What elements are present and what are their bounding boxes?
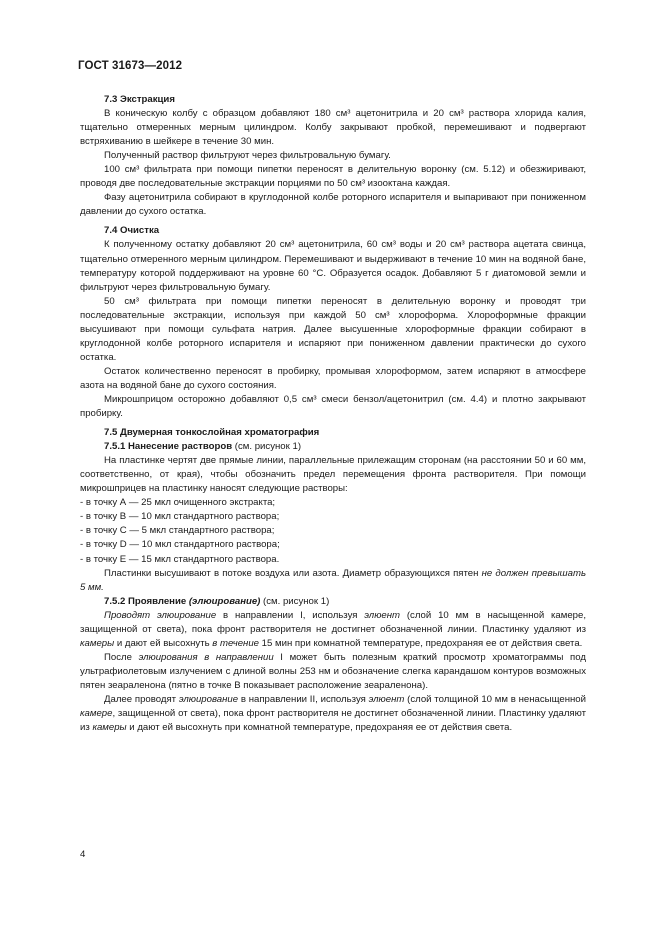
section-7-3-paragraph: В коническую колбу с образцом добавляют 180 см³ ацетонитрила и 20 см³ раствора хлорида калия, тщательно отмеренных мерным цилиндром. Колбу закрывают пробкой, перемешивают и подвергают встряхиванию в шейкере в течение 30 мин. (80, 108, 586, 148)
section-7-4-title: 7.4 Очистка (104, 225, 160, 237)
list-item: - в точку Е — 15 мкл стандартного раствора. (80, 553, 280, 565)
emphasis-text: камере (80, 708, 113, 720)
section-7-3-paragraph: Фазу ацетонитрила собирают в круглодонной колбе роторного испарителя и выпаривают при пониженном давлении до сухого остатка. (80, 192, 586, 218)
text-run: , защищенной от света), пока фронт растворителя не достигнет обозначенной линии. Пластинку удаляют из (80, 708, 586, 734)
emphasis-text: элюент (364, 609, 401, 621)
section-7-5-1-title: 7.5.1 Нанесение растворов (104, 441, 233, 453)
page-number: 4 (80, 849, 86, 860)
section-7-5-2-paragraph (80, 693, 586, 735)
section-7-5-2-title-emphasis: (элюирование) (188, 595, 261, 607)
emphasis-text: элюирования в направлении (138, 651, 274, 663)
document-body (80, 93, 586, 735)
section-7-5-2-title: 7.5.2 Проявление (104, 595, 189, 607)
section-7-4-paragraph: Микрошприцом осторожно добавляют 0,5 см³ смеси бензол/ацетонитрил (см. 4.4) и плотно закрывают пробирку. (80, 393, 586, 420)
list-item: - в точку В — 10 мкл стандартного раствора; (80, 511, 280, 523)
emphasis-text: Проводят элюирование (104, 609, 217, 621)
emphasis-text: камеры (92, 722, 127, 734)
text-run: и дают ей высохнуть (114, 637, 213, 649)
text-run: (слой 10 мм в насыщенной камере, защищенной от света), пока фронт растворителя не достигнет обозначенной линии. Пластинку удаляют из (80, 609, 587, 635)
list-item: - в точку С — 5 мкл стандартного раствора; (80, 525, 275, 537)
emphasis-text: в течение (212, 637, 260, 649)
section-7-3-paragraph: Полученный раствор фильтруют через фильтровальную бумагу. (104, 150, 391, 162)
list-item: - в точку D — 10 мкл стандартного раствора; (80, 539, 280, 551)
text-run: Пластинки высушивают в потоке воздуха или азота. Диаметр образующихся пятен (104, 567, 482, 579)
text-run: 15 мин при комнатной температуре, предохраняя ее от действия света. (259, 637, 583, 649)
section-7-5-2-paragraph (80, 609, 586, 651)
list-item: - в точку А — 25 мкл очищенного экстракта; (80, 497, 276, 509)
section-7-4-paragraph: Остаток количественно переносят в пробирку, промывая хлороформом, затем испаряют в атмосфере азота на водяной бане до сухого состояния. (80, 365, 586, 391)
text-run: I может быть полезным краткий просмотр хроматограммы под ультрафиолетовым излучением с длиной волны 253 нм и обозначение слегка карандашом контуров возможных пятен зеараленона (пятно в точке В показывает расположение зеараленона). (80, 651, 586, 691)
emphasis-text: не должен превышать 5 мм. (80, 567, 586, 593)
text-run: (слой толщиной 10 мм в ненасыщенной (404, 693, 586, 705)
section-7-5-2-heading (80, 595, 586, 609)
figure-reference: (см. рисунок 1) (260, 595, 330, 607)
emphasis-text: элюент (368, 693, 405, 705)
text-run: в направлении II, используя (238, 693, 369, 705)
section-7-4-paragraph: К полученному остатку добавляют 20 см³ ацетонитрила, 60 см³ воды и 20 см³ раствора ацетата свинца, тщательно отмеренного мерным цилиндром. Перемешивают и выдерживают в течение 10 мин на водяной бане, температуру которой поддерживают на уровне 60 °С. Образуется осадок. Добавляют 5 г диатомовой земли и фильтруют через фильтровальную бумагу. (80, 239, 586, 293)
text-run: и дают ей высохнуть при комнатной температуре, предохраняя ее от действия света. (126, 722, 513, 734)
section-7-5-2-paragraph (80, 651, 586, 693)
text-run: Далее проводят (104, 693, 179, 705)
text-run: После (104, 651, 139, 663)
emphasis-text: камеры (80, 637, 115, 649)
section-7-5-1-paragraph: На пластинке чертят две прямые линии, параллельные прилежащим сторонам (на расстоянии 50 и 60 мм, соответственно, от края), чтобы обозначить предел перемещения фронта растворителя. При помощи микрошприцев на пластинку наносят следующие растворы: (80, 455, 586, 495)
section-7-5-1-paragraph (80, 567, 586, 595)
section-7-4-paragraph: 50 см³ фильтрата при помощи пипетки переносят в делительную воронку и проводят три последовательные экстракции, используя при каждой 50 см³ хлороформа. Хлороформные фракции высушивают при помощи сульфата натрия. Далее высушенные хлороформные фракции собирают в круглодонной колбе роторного испарителя и испаряют при пониженном давлении практически до сухого остатка. (80, 295, 586, 363)
section-7-3-paragraph: 100 см³ фильтрата при помощи пипетки переносят в делительную воронку (см. 5.12) и обезжиривают, проводя две последовательные экстракции порциями по 50 см³ изооктана каждая. (80, 164, 586, 190)
text-run: в направлении I, используя (216, 609, 365, 621)
emphasis-text: элюирование (178, 693, 239, 705)
section-7-5-title: 7.5 Двумерная тонкослойная хроматография (104, 427, 320, 439)
figure-reference: (см. рисунок 1) (232, 441, 302, 453)
section-7-3-title: 7.3 Экстракция (104, 94, 175, 105)
section-7-5-1-heading (80, 440, 586, 454)
document-header: ГОСТ 31673—2012 (78, 60, 183, 72)
